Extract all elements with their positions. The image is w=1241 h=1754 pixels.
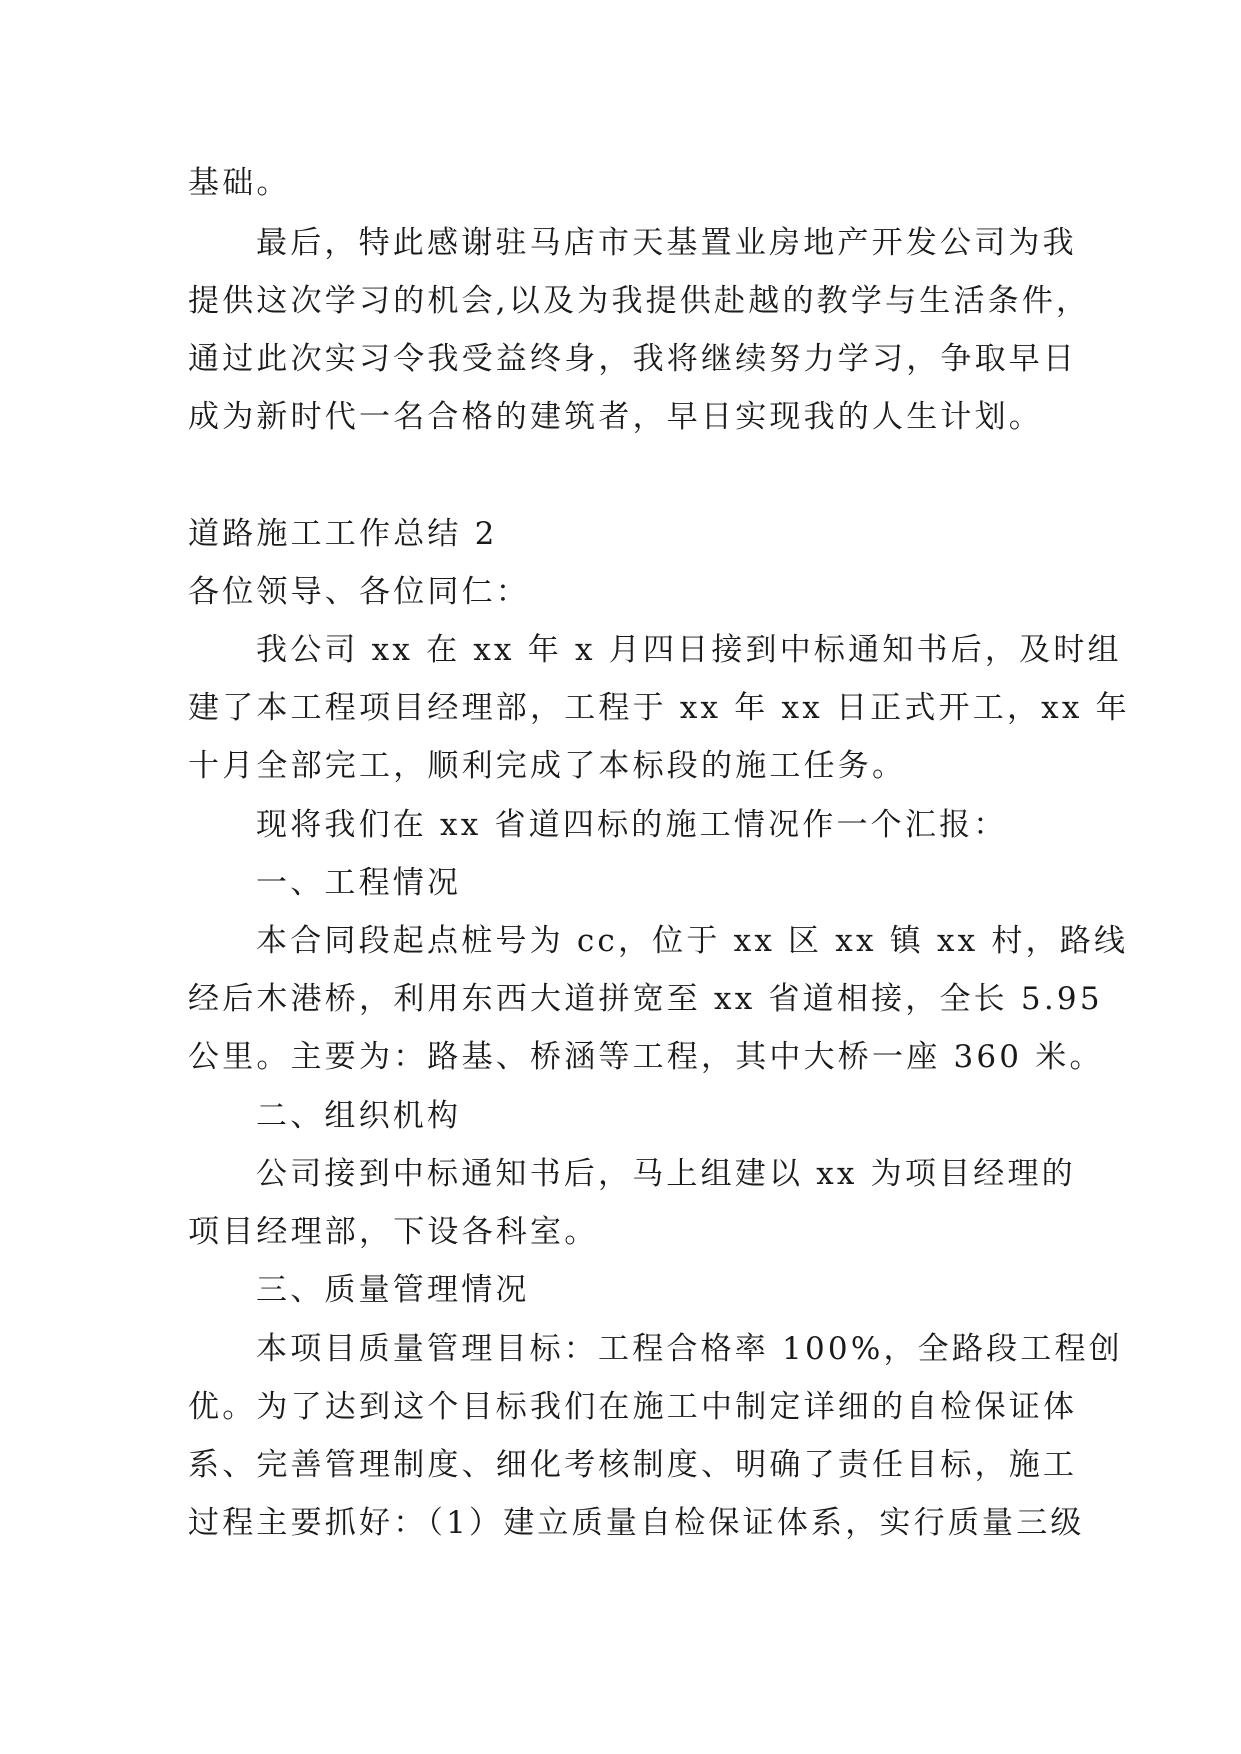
paragraph-line: 成为新时代一名合格的建筑者，早日实现我的人生计划。 xyxy=(188,399,1043,435)
paragraph-line: 过程主要抓好：（1）建立质量自检保证体系，实行质量三级 xyxy=(188,1505,1085,1541)
paragraph-line: 公司接到中标通知书后，马上组建以 xx 为项目经理的 xyxy=(256,1156,1076,1192)
paragraph-line: 系、完善管理制度、细化考核制度、明确了责任目标，施工 xyxy=(188,1447,1078,1483)
section-heading: 二、组织机构 xyxy=(256,1098,462,1134)
paragraph-line: 十月全部完工，顺利完成了本标段的施工任务。 xyxy=(188,748,907,784)
section-title: 道路施工工作总结 2 xyxy=(188,516,498,552)
paragraph-line: 通过此次实习令我受益终身，我将继续努力学习，争取早日 xyxy=(188,341,1078,377)
paragraph-line: 我公司 xx 在 xx 年 x 月四日接到中标通知书后，及时组 xyxy=(256,632,1122,668)
salutation: 各位领导、各位同仁： xyxy=(188,574,530,610)
paragraph-line: 基础。 xyxy=(188,165,291,201)
paragraph-line: 本项目质量管理目标：工程合格率 100%，全路段工程创 xyxy=(256,1331,1123,1367)
paragraph-line: 提供这次学习的机会,以及为我提供赴越的教学与生活条件， xyxy=(188,283,1091,319)
paragraph-line: 建了本工程项目经理部，工程于 xx 年 xx 日正式开工，xx 年 xyxy=(188,690,1130,726)
paragraph-line: 最后，特此感谢驻马店市天基置业房地产开发公司为我 xyxy=(256,225,1077,261)
section-heading: 一、工程情况 xyxy=(256,865,462,901)
paragraph-line: 现将我们在 xx 省道四标的施工情况作一个汇报： xyxy=(256,807,1008,843)
paragraph-line: 经后木港桥，利用东西大道拼宽至 xx 省道相接，全长 5.95 xyxy=(188,981,1103,1017)
paragraph-line: 项目经理部，下设各科室。 xyxy=(188,1214,599,1250)
paragraph-line: 优。为了达到这个目标我们在施工中制定详细的自检保证体 xyxy=(188,1389,1078,1425)
paragraph-line: 公里。主要为：路基、桥涵等工程，其中大桥一座 360 米。 xyxy=(188,1039,1104,1075)
section-heading: 三、质量管理情况 xyxy=(256,1272,530,1308)
paragraph-line: 本合同段起点桩号为 cc，位于 xx 区 xx 镇 xx 村，路线 xyxy=(256,923,1129,959)
